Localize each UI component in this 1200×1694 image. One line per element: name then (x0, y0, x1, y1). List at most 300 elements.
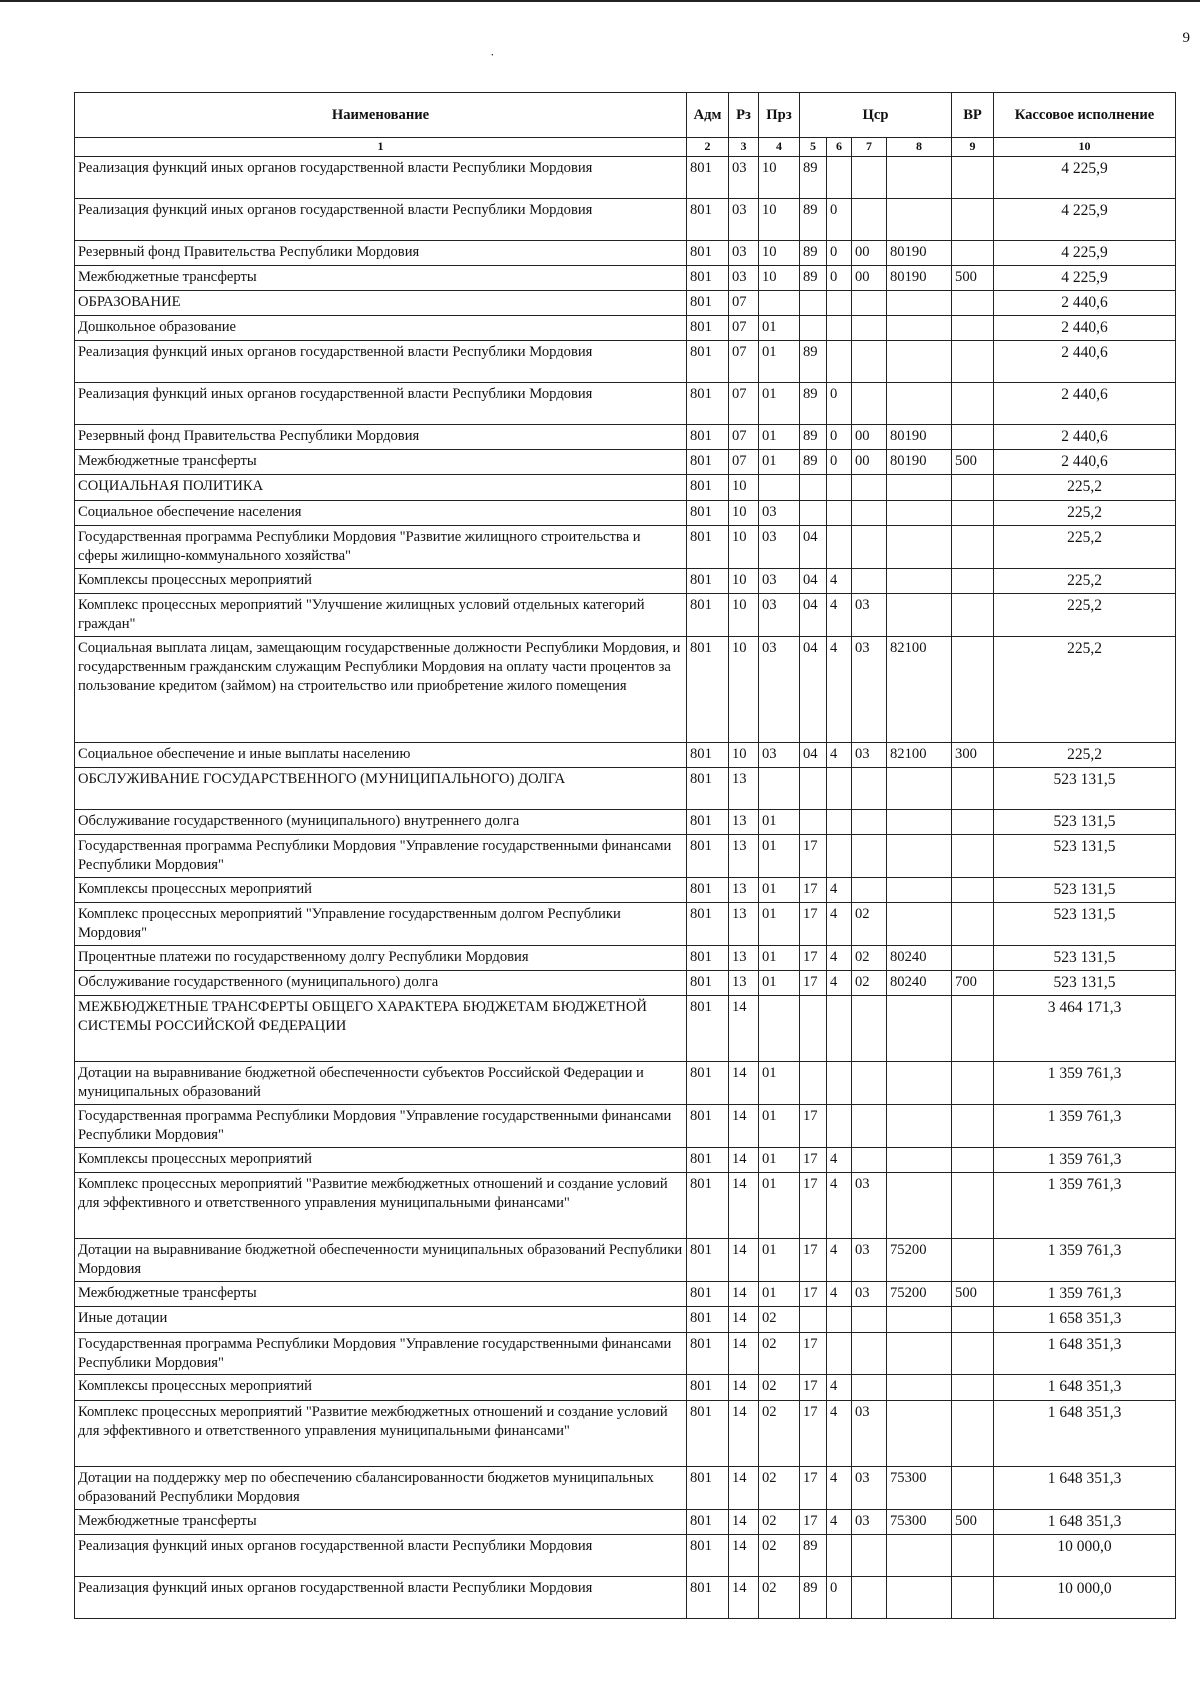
row-amount: 1 359 761,3 (994, 1239, 1176, 1282)
row-tsr-8: 82100 (887, 742, 952, 767)
row-name: Резервный фонд Правительства Республики Мордовия (75, 240, 687, 265)
row-amount: 1 648 351,3 (994, 1375, 1176, 1400)
row-prz: 01 (759, 341, 800, 383)
row-tsr-8 (887, 593, 952, 636)
row-tsr-5 (800, 290, 827, 315)
row-name: Межбюджетные трансферты (75, 450, 687, 475)
row-adm: 801 (687, 240, 729, 265)
row-name: Комплексы процессных мероприятий (75, 1375, 687, 1400)
table-row (75, 1062, 1176, 1105)
row-vr: 500 (952, 450, 994, 475)
row-tsr-6 (827, 156, 852, 198)
header-prz: Прз (759, 93, 800, 138)
row-vr (952, 1062, 994, 1105)
row-tsr-7: 02 (852, 946, 887, 971)
row-tsr-7: 03 (852, 1173, 887, 1239)
row-prz: 01 (759, 450, 800, 475)
row-prz: 02 (759, 1375, 800, 1400)
row-tsr-6: 0 (827, 198, 852, 240)
row-amount: 1 359 761,3 (994, 1105, 1176, 1148)
row-name: Межбюджетные трансферты (75, 265, 687, 290)
row-amount: 1 648 351,3 (994, 1509, 1176, 1534)
row-tsr-5 (800, 500, 827, 525)
row-adm: 801 (687, 1148, 729, 1173)
row-rz: 13 (729, 946, 759, 971)
row-rz: 10 (729, 475, 759, 500)
row-adm: 801 (687, 742, 729, 767)
row-prz: 10 (759, 156, 800, 198)
table-row (75, 767, 1176, 809)
row-prz: 03 (759, 525, 800, 568)
row-tsr-8 (887, 1148, 952, 1173)
row-tsr-5: 17 (800, 877, 827, 902)
row-adm: 801 (687, 1576, 729, 1618)
row-adm: 801 (687, 1282, 729, 1307)
row-tsr-8 (887, 316, 952, 341)
row-tsr-7 (852, 996, 887, 1062)
row-tsr-8: 75200 (887, 1282, 952, 1307)
row-rz: 10 (729, 525, 759, 568)
row-prz: 01 (759, 1282, 800, 1307)
column-number: 8 (887, 138, 952, 157)
row-tsr-5: 17 (800, 971, 827, 996)
row-adm: 801 (687, 525, 729, 568)
row-name: Межбюджетные трансферты (75, 1282, 687, 1307)
row-tsr-5: 17 (800, 1466, 827, 1509)
row-tsr-8 (887, 1307, 952, 1332)
row-tsr-6 (827, 475, 852, 500)
row-vr (952, 946, 994, 971)
row-tsr-8 (887, 1400, 952, 1466)
row-prz (759, 475, 800, 500)
header-rz: Рз (729, 93, 759, 138)
row-adm: 801 (687, 500, 729, 525)
budget-execution-table (74, 92, 1176, 1619)
row-tsr-5: 89 (800, 265, 827, 290)
row-vr (952, 1332, 994, 1375)
row-tsr-5 (800, 996, 827, 1062)
row-tsr-8 (887, 1332, 952, 1375)
row-amount: 1 648 351,3 (994, 1332, 1176, 1375)
table-row (75, 1466, 1176, 1509)
table-row (75, 1534, 1176, 1576)
row-name: Комплекс процессных мероприятий "Управление государственным долгом Республики Мордовия" (75, 903, 687, 946)
row-tsr-7 (852, 198, 887, 240)
row-tsr-6 (827, 1332, 852, 1375)
row-rz: 14 (729, 1062, 759, 1105)
row-prz: 01 (759, 809, 800, 834)
row-adm: 801 (687, 971, 729, 996)
row-adm: 801 (687, 946, 729, 971)
row-tsr-8 (887, 341, 952, 383)
row-amount: 4 225,9 (994, 240, 1176, 265)
row-tsr-6: 0 (827, 450, 852, 475)
row-tsr-5: 17 (800, 1148, 827, 1173)
row-tsr-5: 89 (800, 1534, 827, 1576)
row-tsr-8 (887, 290, 952, 315)
row-tsr-7 (852, 568, 887, 593)
row-amount: 1 359 761,3 (994, 1173, 1176, 1239)
row-prz: 01 (759, 1105, 800, 1148)
row-amount: 2 440,6 (994, 425, 1176, 450)
row-tsr-7 (852, 1332, 887, 1375)
table-row (75, 1332, 1176, 1375)
row-tsr-5: 17 (800, 1173, 827, 1239)
row-adm: 801 (687, 341, 729, 383)
row-tsr-6 (827, 835, 852, 878)
row-tsr-7 (852, 1105, 887, 1148)
row-rz: 14 (729, 996, 759, 1062)
row-vr: 500 (952, 1282, 994, 1307)
table-row (75, 316, 1176, 341)
row-prz (759, 996, 800, 1062)
row-rz: 13 (729, 767, 759, 809)
row-name: Социальное обеспечение и иные выплаты населению (75, 742, 687, 767)
row-rz: 07 (729, 316, 759, 341)
row-tsr-7 (852, 1148, 887, 1173)
row-rz: 03 (729, 198, 759, 240)
row-tsr-8 (887, 877, 952, 902)
row-prz: 02 (759, 1400, 800, 1466)
row-tsr-8 (887, 475, 952, 500)
row-rz: 14 (729, 1282, 759, 1307)
row-tsr-5: 89 (800, 198, 827, 240)
row-tsr-6 (827, 1062, 852, 1105)
row-tsr-8: 80240 (887, 946, 952, 971)
row-tsr-7: 00 (852, 265, 887, 290)
row-tsr-7 (852, 767, 887, 809)
row-tsr-7: 03 (852, 1466, 887, 1509)
row-vr (952, 767, 994, 809)
row-tsr-7 (852, 1062, 887, 1105)
row-vr (952, 809, 994, 834)
row-tsr-5 (800, 1062, 827, 1105)
row-amount: 523 131,5 (994, 809, 1176, 834)
row-tsr-5: 89 (800, 450, 827, 475)
row-adm: 801 (687, 265, 729, 290)
column-number: 2 (687, 138, 729, 157)
row-vr (952, 1400, 994, 1466)
row-tsr-8 (887, 809, 952, 834)
table-row (75, 525, 1176, 568)
row-rz: 10 (729, 593, 759, 636)
row-amount: 2 440,6 (994, 316, 1176, 341)
row-prz: 02 (759, 1307, 800, 1332)
table-row (75, 1400, 1176, 1466)
row-adm: 801 (687, 903, 729, 946)
row-adm: 801 (687, 1332, 729, 1375)
row-amount: 225,2 (994, 593, 1176, 636)
row-vr (952, 835, 994, 878)
table-row (75, 1509, 1176, 1534)
row-tsr-7: 03 (852, 1282, 887, 1307)
row-tsr-7 (852, 383, 887, 425)
row-vr (952, 1576, 994, 1618)
column-number-row (75, 138, 1176, 157)
column-number: 6 (827, 138, 852, 157)
row-vr (952, 1105, 994, 1148)
row-tsr-5: 17 (800, 1509, 827, 1534)
row-prz: 01 (759, 1239, 800, 1282)
row-tsr-5: 04 (800, 636, 827, 742)
row-rz: 07 (729, 425, 759, 450)
row-name: Государственная программа Республики Мордовия "Управление государственными финансами Республики Мордовия" (75, 1332, 687, 1375)
row-name: Реализация функций иных органов государственной власти Республики Мордовия (75, 198, 687, 240)
row-vr (952, 1173, 994, 1239)
row-vr (952, 1466, 994, 1509)
row-prz: 03 (759, 568, 800, 593)
row-tsr-5: 17 (800, 1239, 827, 1282)
row-tsr-5 (800, 475, 827, 500)
row-prz (759, 290, 800, 315)
row-rz: 13 (729, 877, 759, 902)
row-amount: 1 359 761,3 (994, 1148, 1176, 1173)
row-vr: 700 (952, 971, 994, 996)
row-tsr-8 (887, 383, 952, 425)
column-number: 1 (75, 138, 687, 157)
table-row (75, 198, 1176, 240)
row-adm: 801 (687, 450, 729, 475)
row-tsr-6: 4 (827, 742, 852, 767)
row-vr (952, 1375, 994, 1400)
row-tsr-8 (887, 1173, 952, 1239)
row-rz: 10 (729, 568, 759, 593)
header-vr: ВР (952, 93, 994, 138)
row-name: Реализация функций иных органов государственной власти Республики Мордовия (75, 1576, 687, 1618)
row-tsr-7: 00 (852, 450, 887, 475)
row-tsr-7 (852, 809, 887, 834)
row-tsr-6: 4 (827, 1282, 852, 1307)
row-tsr-8: 80240 (887, 971, 952, 996)
row-name: Комплексы процессных мероприятий (75, 877, 687, 902)
row-rz: 14 (729, 1307, 759, 1332)
row-vr (952, 240, 994, 265)
row-prz: 02 (759, 1466, 800, 1509)
row-tsr-6: 4 (827, 636, 852, 742)
table-row (75, 475, 1176, 500)
row-rz: 03 (729, 156, 759, 198)
row-vr (952, 290, 994, 315)
row-tsr-8 (887, 156, 952, 198)
row-tsr-7: 03 (852, 742, 887, 767)
row-amount: 2 440,6 (994, 341, 1176, 383)
row-amount: 1 359 761,3 (994, 1062, 1176, 1105)
row-tsr-7 (852, 475, 887, 500)
row-tsr-8 (887, 1105, 952, 1148)
row-tsr-7 (852, 500, 887, 525)
row-tsr-6: 4 (827, 593, 852, 636)
row-tsr-5: 89 (800, 341, 827, 383)
row-amount: 1 658 351,3 (994, 1307, 1176, 1332)
page-number: 9 (1182, 30, 1190, 46)
row-tsr-7 (852, 156, 887, 198)
row-tsr-8: 80190 (887, 450, 952, 475)
row-tsr-6: 4 (827, 877, 852, 902)
table-row (75, 1148, 1176, 1173)
row-name: Комплекс процессных мероприятий "Развитие межбюджетных отношений и создание условий для эффективного и ответственного управления муниципальными финансами" (75, 1173, 687, 1239)
row-adm: 801 (687, 1105, 729, 1148)
row-prz: 01 (759, 835, 800, 878)
row-name: Дотации на поддержку мер по обеспечению сбалансированности бюджетов муниципальных образований Республики Мордовия (75, 1466, 687, 1509)
column-number: 5 (800, 138, 827, 157)
column-number: 9 (952, 138, 994, 157)
row-name: Резервный фонд Правительства Республики Мордовия (75, 425, 687, 450)
table-row (75, 971, 1176, 996)
row-tsr-8 (887, 996, 952, 1062)
row-amount: 2 440,6 (994, 290, 1176, 315)
row-adm: 801 (687, 1307, 729, 1332)
row-tsr-6: 0 (827, 240, 852, 265)
row-rz: 14 (729, 1466, 759, 1509)
row-tsr-5 (800, 1307, 827, 1332)
row-prz: 10 (759, 198, 800, 240)
row-name: Комплекс процессных мероприятий "Развитие межбюджетных отношений и создание условий для эффективного и ответственного управления муниципальными финансами" (75, 1400, 687, 1466)
row-name: Государственная программа Республики Мордовия "Управление государственными финансами Республики Мордовия" (75, 835, 687, 878)
column-number: 7 (852, 138, 887, 157)
row-prz: 02 (759, 1509, 800, 1534)
row-tsr-6: 4 (827, 971, 852, 996)
row-vr (952, 1148, 994, 1173)
row-name: Иные дотации (75, 1307, 687, 1332)
row-adm: 801 (687, 1400, 729, 1466)
row-rz: 14 (729, 1105, 759, 1148)
table-row (75, 1282, 1176, 1307)
row-rz: 10 (729, 742, 759, 767)
row-name: Процентные платежи по государственному долгу Республики Мордовия (75, 946, 687, 971)
row-tsr-6: 0 (827, 1576, 852, 1618)
page-border (0, 0, 1200, 2)
row-tsr-7 (852, 1534, 887, 1576)
row-rz: 14 (729, 1148, 759, 1173)
row-tsr-6: 4 (827, 1375, 852, 1400)
row-adm: 801 (687, 809, 729, 834)
row-amount: 10 000,0 (994, 1576, 1176, 1618)
row-tsr-7: 00 (852, 425, 887, 450)
row-vr (952, 1239, 994, 1282)
table-row (75, 1576, 1176, 1618)
row-name: Реализация функций иных органов государственной власти Республики Мордовия (75, 341, 687, 383)
column-number: 3 (729, 138, 759, 157)
row-vr (952, 383, 994, 425)
row-tsr-5: 17 (800, 1375, 827, 1400)
row-tsr-5: 89 (800, 240, 827, 265)
row-prz: 01 (759, 877, 800, 902)
row-rz: 07 (729, 290, 759, 315)
row-prz: 01 (759, 383, 800, 425)
row-vr (952, 425, 994, 450)
table-row (75, 742, 1176, 767)
row-prz: 01 (759, 1062, 800, 1105)
row-tsr-7: 03 (852, 1400, 887, 1466)
row-vr (952, 198, 994, 240)
row-amount: 1 648 351,3 (994, 1400, 1176, 1466)
row-amount: 225,2 (994, 525, 1176, 568)
table-row (75, 1375, 1176, 1400)
row-tsr-6: 4 (827, 1148, 852, 1173)
row-tsr-6 (827, 525, 852, 568)
row-tsr-6 (827, 996, 852, 1062)
row-tsr-8: 80190 (887, 265, 952, 290)
row-tsr-8 (887, 767, 952, 809)
row-vr (952, 500, 994, 525)
table-row (75, 809, 1176, 834)
row-amount: 2 440,6 (994, 450, 1176, 475)
row-tsr-7 (852, 341, 887, 383)
row-amount: 1 648 351,3 (994, 1466, 1176, 1509)
row-vr (952, 636, 994, 742)
row-tsr-7: 00 (852, 240, 887, 265)
table-row (75, 636, 1176, 742)
row-amount: 4 225,9 (994, 156, 1176, 198)
row-adm: 801 (687, 636, 729, 742)
row-tsr-8 (887, 1576, 952, 1618)
row-vr (952, 593, 994, 636)
row-amount: 523 131,5 (994, 877, 1176, 902)
row-amount: 523 131,5 (994, 835, 1176, 878)
row-prz: 01 (759, 1148, 800, 1173)
table-row (75, 593, 1176, 636)
row-adm: 801 (687, 996, 729, 1062)
header-row (75, 93, 1176, 138)
row-tsr-7 (852, 525, 887, 568)
table-row (75, 425, 1176, 450)
row-adm: 801 (687, 425, 729, 450)
row-adm: 801 (687, 156, 729, 198)
row-tsr-7 (852, 316, 887, 341)
row-name: Комплексы процессных мероприятий (75, 568, 687, 593)
row-amount: 4 225,9 (994, 265, 1176, 290)
row-adm: 801 (687, 475, 729, 500)
row-tsr-5: 89 (800, 425, 827, 450)
row-tsr-6: 0 (827, 383, 852, 425)
row-rz: 13 (729, 809, 759, 834)
table-row (75, 156, 1176, 198)
row-tsr-8 (887, 1375, 952, 1400)
row-tsr-5: 04 (800, 742, 827, 767)
row-amount: 225,2 (994, 475, 1176, 500)
row-adm: 801 (687, 1239, 729, 1282)
row-vr (952, 525, 994, 568)
table-row (75, 835, 1176, 878)
row-name: Реализация функций иных органов государственной власти Республики Мордовия (75, 383, 687, 425)
table-row (75, 568, 1176, 593)
row-vr (952, 316, 994, 341)
header-name: Наименование (75, 93, 687, 138)
row-rz: 14 (729, 1576, 759, 1618)
row-name: Дотации на выравнивание бюджетной обеспеченности муниципальных образований Республики Мордовия (75, 1239, 687, 1282)
row-tsr-7: 03 (852, 636, 887, 742)
row-vr (952, 903, 994, 946)
row-tsr-7: 03 (852, 1239, 887, 1282)
row-amount: 523 131,5 (994, 903, 1176, 946)
row-vr (952, 877, 994, 902)
table-row (75, 1173, 1176, 1239)
row-vr (952, 1307, 994, 1332)
row-amount: 523 131,5 (994, 971, 1176, 996)
row-tsr-5: 17 (800, 835, 827, 878)
scan-mark: ˙ (490, 52, 495, 67)
column-number: 4 (759, 138, 800, 157)
row-name: ОБСЛУЖИВАНИЕ ГОСУДАРСТВЕННОГО (МУНИЦИПАЛЬНОГО) ДОЛГА (75, 767, 687, 809)
row-tsr-8 (887, 1534, 952, 1576)
row-adm: 801 (687, 1509, 729, 1534)
row-rz: 14 (729, 1534, 759, 1576)
row-tsr-6: 4 (827, 1239, 852, 1282)
row-tsr-5 (800, 316, 827, 341)
row-tsr-5: 04 (800, 593, 827, 636)
row-vr: 500 (952, 265, 994, 290)
row-adm: 801 (687, 767, 729, 809)
